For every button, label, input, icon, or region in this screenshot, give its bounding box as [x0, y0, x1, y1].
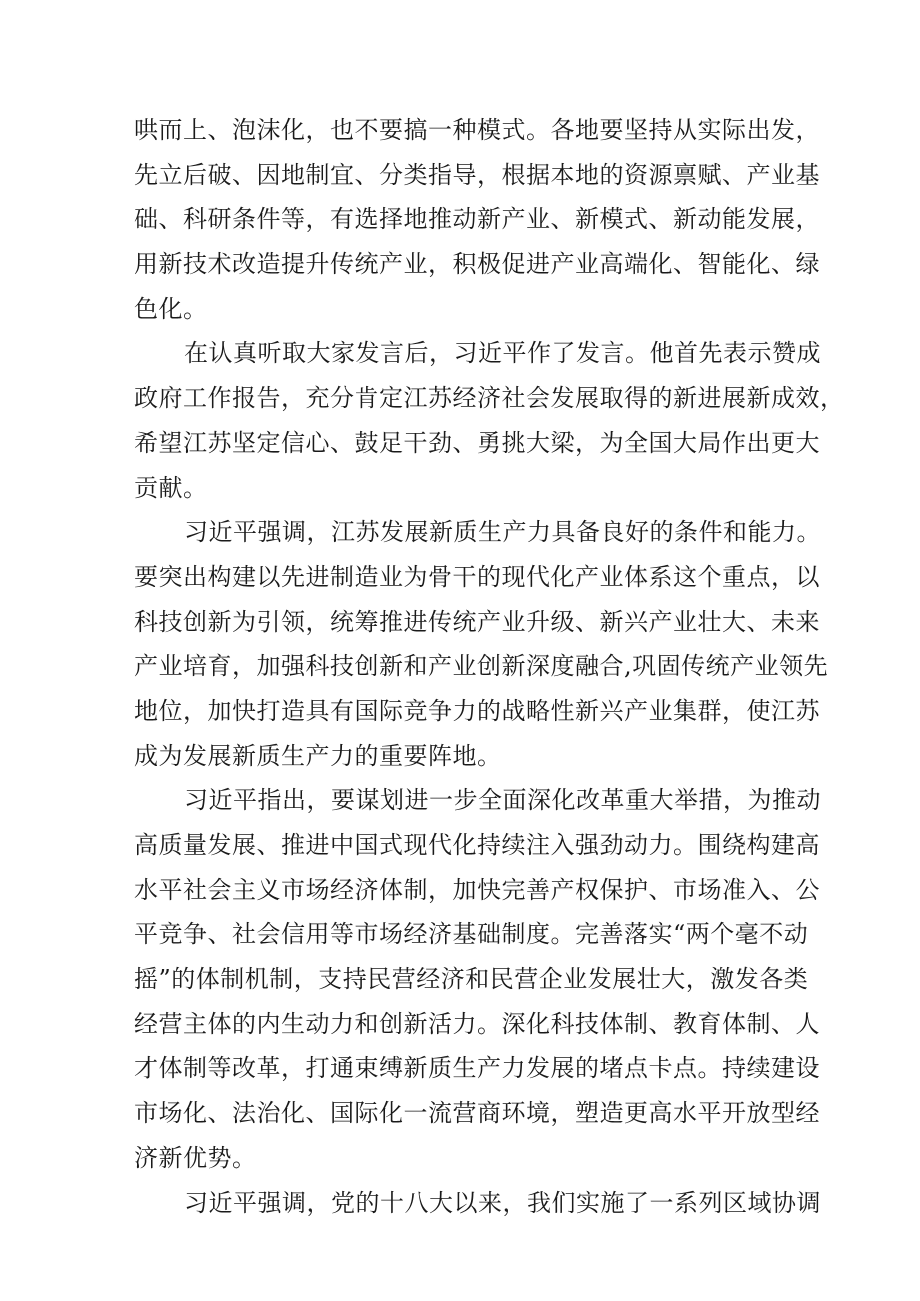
paragraph-2 — [134, 331, 845, 510]
text-line: 础、科研条件等，有选择地推动新产业、新模式、新动能发展， — [134, 205, 820, 234]
paragraph-1 — [134, 108, 820, 331]
text-line: 政府工作报告，充分肯定江苏经济社会发展取得的新进展新成效， — [134, 384, 845, 413]
text-line: 希望江苏坚定信心、鼓足干劲、勇挑大梁，为全国大局作出更大 — [134, 428, 820, 457]
text-line: 市场化、法治化、国际化一流营商环境，塑造更高水平开放型经 — [134, 1099, 820, 1128]
text-line: 色化。 — [134, 294, 208, 323]
text-line: 济新优势。 — [134, 1143, 257, 1172]
text-line: 要突出构建以先进制造业为骨干的现代化产业体系这个重点，以 — [134, 562, 820, 591]
body-text — [134, 108, 845, 1225]
text-line: 用新技术改造提升传统产业，积极促进产业高端化、智能化、绿 — [134, 250, 820, 279]
text-line: 哄而上、泡沫化，也不要搞一种模式。各地要坚持从实际出发， — [134, 116, 820, 144]
text-line: 贡献。 — [134, 473, 208, 502]
text-line: 习近平指出，要谋划进一步全面深化改革重大举措，为推动 — [184, 786, 821, 815]
text-line: 在认真听取大家发言后，习近平作了发言。他首先表示赞成 — [184, 339, 821, 368]
text-line: 产业培育，加强科技创新和产业创新深度融合,巩固传统产业领先 — [134, 652, 829, 681]
paragraph-5 — [134, 1181, 821, 1226]
text-line: 习近平强调，江苏发展新质生产力具备良好的条件和能力。 — [184, 518, 821, 547]
text-line: 才体制等改革，打通束缚新质生产力发展的堵点卡点。持续建设 — [134, 1054, 820, 1083]
text-line: 摇”的体制机制，支持民营经济和民营企业发展壮大，激发各类 — [134, 965, 809, 994]
text-line: 水平社会主义市场经济体制，加快完善产权保护、市场准入、公 — [134, 875, 820, 904]
text-line: 经营主体的内生动力和创新活力。深化科技体制、教育体制、人 — [134, 1009, 820, 1038]
text-line: 地位，加快打造具有国际竞争力的战略性新兴产业集群，使江苏 — [134, 696, 820, 725]
paragraph-3 — [134, 510, 829, 778]
paragraph-4 — [134, 778, 821, 1180]
text-line: 先立后破、因地制宜、分类指导，根据本地的资源禀赋、产业基 — [134, 160, 820, 189]
text-line: 成为发展新质生产力的重要阵地。 — [134, 741, 502, 770]
text-line: 习近平强调，党的十八大以来，我们实施了一系列区域协调 — [184, 1188, 821, 1217]
text-line: 高质量发展、推进中国式现代化持续注入强劲动力。围绕构建高 — [134, 831, 820, 859]
text-line: 科技创新为引领，统筹推进传统产业升级、新兴产业壮大、未来 — [134, 607, 820, 636]
text-line: 平竞争、社会信用等市场经济基础制度。完善落实“两个毫不动 — [134, 920, 809, 949]
